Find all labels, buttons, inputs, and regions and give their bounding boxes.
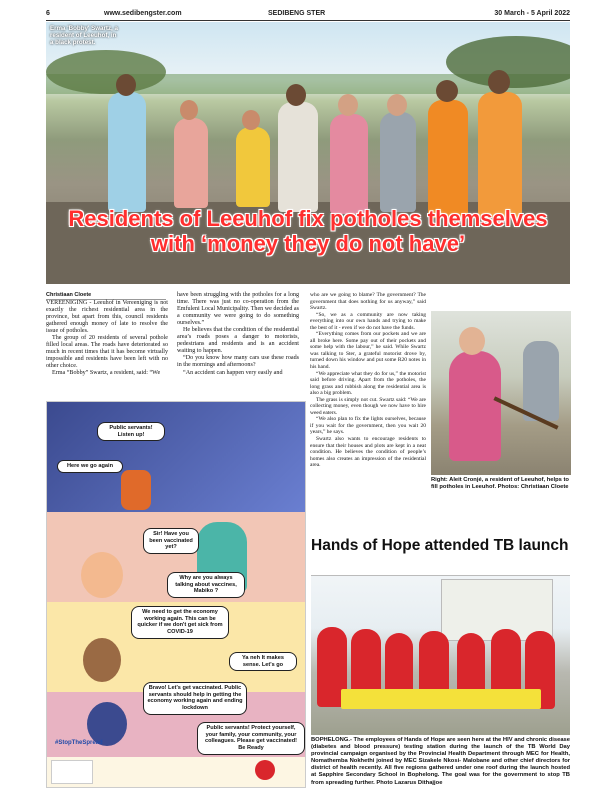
resident-figure: [523, 341, 559, 421]
resident-figure: [108, 92, 146, 212]
tb-headline: Hands of Hope attended TB launch: [311, 537, 569, 554]
paragraph: VEREENIGING - Leeuhof in Vereeniging is not exactly the richest residential area in the province, but apart from this, council residents gathered enough money of late to resolve the issue of potholes.: [46, 300, 168, 335]
paragraph: “We also plan to fix the lights ourselves, because if you wait for the government, then you wait 20 years,” he says.: [310, 416, 426, 436]
paragraph: “Do you know how many cars use these roads in the mornings and afternoons?: [177, 355, 299, 369]
resident-figure: [236, 127, 270, 207]
government-logo: [51, 760, 93, 784]
comic-bubble: Why are you always talking about vaccines, Mabiko ?: [167, 572, 245, 598]
publication-name: SEDIBENG STER: [268, 10, 326, 17]
resident-figure: [478, 92, 522, 218]
issue-date: 30 March - 5 April 2022: [494, 10, 570, 17]
comic-bubble: Sir! Have you been vaccinated yet?: [143, 528, 199, 554]
paragraph: Erma “Bobby” Swartz, a resident, said: “We: [52, 370, 161, 377]
partner-logo: [255, 760, 275, 780]
comic-panel-1: [47, 402, 305, 512]
article-headline: Residents of Leeuhof fix potholes themselves with ‘money they do not have’: [68, 206, 548, 256]
hero-caption: Erma 'Bobby' Swartz, a resident of Leeuhof, in a black protest.: [50, 25, 118, 47]
paragraph: Swartz also wants to encourage residents to ensure that their houses and plots are kept in a neat condition. He believes the condition of people’s homes also creates an impression of the residential area.: [310, 436, 426, 469]
comic-bubble: Here we go again: [57, 460, 123, 473]
resident-figure: [278, 102, 318, 212]
resident-head: [242, 110, 260, 130]
header-rule: [46, 20, 570, 21]
article-column-3: [310, 292, 426, 469]
comic-character: [83, 638, 121, 682]
resident-head: [459, 327, 485, 355]
comic-character: [121, 470, 151, 510]
paragraph: He believes that the condition of the residential area’s roads poses a danger to motorists, pedestrians and residents and is an accident waiting to happen.: [177, 327, 299, 355]
resident-figure: [449, 351, 501, 461]
resident-head: [338, 94, 358, 116]
resident-head: [488, 70, 510, 94]
comic-bubble: Ya neh It makes sense. Let's go: [229, 652, 297, 671]
article-column-2: [177, 292, 299, 377]
comic-bubble: Public servants! Listen up!: [97, 422, 165, 441]
comic-bubble: Bravo! Let's get vaccinated. Public servants should help in getting the economy working again and ending lockdown: [143, 682, 247, 715]
paragraph: “An accident can happen very easily and: [183, 369, 283, 376]
comic-hashtag: #StopTheSpread: [55, 740, 103, 746]
resident-head: [387, 94, 407, 116]
page-number: 6: [46, 10, 50, 17]
comic-bubble: Public servants! Protect yourself, your family, your community, your colleagues. Please get vaccinated! Be Ready: [197, 722, 305, 755]
side-photo-caption: Right: Aleit Cronjé, a resident of Leeuhof, helps to fill potholes in Leeuhof. Photos: Christiaan Cloete: [431, 477, 569, 490]
article-column-1: [46, 300, 168, 378]
byline: Christiaan Cloete: [46, 292, 92, 298]
paragraph: “Everything comes from our pockets and we are all broke here. Some pay out of their pockets and some help with the labour,” he said. While Swartz was talking to Ster, a grateful motorist drove by, turned down his window and put some R20 notes in his hand.: [310, 331, 426, 371]
comic-character: [81, 552, 123, 598]
website[interactable]: www.sedibengster.com: [104, 10, 182, 17]
paragraph: The group of 20 residents of several pothole filled local areas. The roads have deteriorated so much in recent times that it has become virtually impossible and residents have been left with no other choice.: [46, 335, 168, 370]
resident-head: [116, 74, 136, 96]
tb-photo: [311, 557, 570, 735]
paragraph: “So, we as a community are now taking everything into our own hands and trying to make the best of it - even if we do not have the funds.: [310, 311, 426, 331]
resident-figure: [330, 114, 368, 214]
resident-figure: [174, 118, 208, 208]
vaccine-comic-advert: [46, 401, 306, 788]
paragraph: who are we going to blame? The government? The government that does nothing for us anyway,” said Swartz.: [310, 292, 426, 312]
side-photo: [431, 311, 571, 475]
gazebo-canopy: [311, 557, 570, 576]
display-table: [341, 689, 541, 709]
resident-head: [286, 84, 306, 106]
resident-figure: [428, 100, 468, 218]
resident-figure: [380, 112, 416, 212]
resident-head: [436, 80, 458, 102]
resident-head: [180, 100, 198, 120]
paragraph: have been struggling with the potholes for a long time. There was just no co-operation from the Emfuleni Local Municipality. Then we decided as a community we were going to do something ourselves.”: [177, 292, 299, 327]
paragraph: The grass is simply not cut. Swartz said: “We are collecting money, even though we now have to hire weed eaters.: [310, 396, 426, 416]
tb-caption: BOPHELONG.- The employees of Hands of Hope are seen here at the HIV and chronic disease (diabetes and blood pressure) testing station during the launch of the TB World Day provincial campaign organised by the Provincial Health Department through MEC for Health, Nomathemba Nokhethi joined by MEC Sizakele Nkosi- Malobane and other chief directors for district of health recently. All five regions gathered under one roof during the launch hosted at Sapphire Secondary School in Bophelong. The goal was for the government to stop TB from spreading further. Photo Lazarus Dithajjoe: [311, 737, 570, 786]
paragraph: “We appreciate what they do for us,” the motorist said before driving. Apart from the potholes, the long grass and rubbish along the residential area is also a big problem.: [310, 370, 426, 397]
comic-bubble: We need to get the economy working again. This can be quicker if we don't get sick from COVID-19: [131, 606, 229, 639]
